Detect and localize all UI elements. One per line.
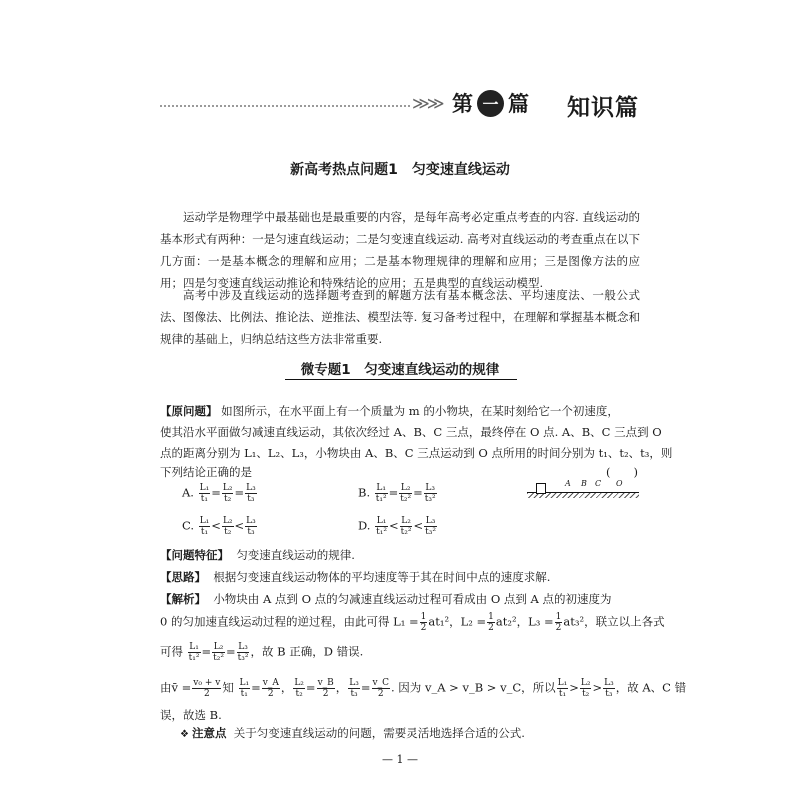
- intro-paragraph-2: 高考中涉及直线运动的选择题考查到的解题方法有基本概念法、平均速度法、一般公式法、图像法、比例法、推论法、逆推法、模型法等. 复习备考过程中，在理解和掌握基本概念和规律的基础上，归纳总结这些方法非常重要.: [160, 288, 640, 346]
- problem-line-3: 点的距离分别为 L₁、L₂、L₃，小物块由 A、B、C 三点运动到 O 点所用的时间分别为 t₁、t₂、t₃，则: [160, 446, 673, 460]
- analysis-line-2: 0 的匀加速直线运动过程的逆过程，由此可得 L₁ = $\frac{1}{2}$ at₁²，L₂ = $\frac{1}{2}$ at₂²，L₃ = $\frac{1}{2}$ at₃²，联立以上各式: [160, 612, 665, 633]
- fraction: $\frac{\text{L₃}}{\text{t₃}}$: [604, 678, 614, 699]
- fraction: $\frac{\text{L₃}}{\text{t₃²}}$: [425, 516, 436, 537]
- header-arrows: ≫≫: [412, 94, 442, 114]
- option-label: D.: [358, 518, 371, 533]
- point-c-label: C: [595, 479, 602, 488]
- problem-line-1: [160, 402, 619, 420]
- fraction: $\frac{\text{L₁}}{\text{t₁²}}$: [188, 642, 200, 663]
- fraction: $\frac{\text{L₃}}{\text{t₃}}$: [349, 678, 359, 699]
- fraction: $\frac{\text{L₃}}{\text{t₃²}}$: [424, 483, 436, 504]
- option-c: C. $\frac{\text{L₁}}{\text{t₁}}$ < $\frac{\text{L₂}}{\text{t₂}}$ < $\frac{\text{L₃}}{\text{t₃}}$: [182, 516, 256, 537]
- approach-line: [160, 568, 550, 586]
- part-label-suffix: 篇: [508, 92, 529, 116]
- option-label: B.: [358, 485, 371, 500]
- page-number: — 1 —: [382, 753, 418, 766]
- point-b-label: B: [581, 479, 587, 488]
- feature-line: [160, 546, 355, 564]
- problem-tag: 【原问题】: [160, 404, 218, 418]
- feature-text: 匀变速直线运动的规律.: [236, 548, 355, 562]
- problem-line-2: 使其沿水平面做匀减速直线运动，其依次经过 A、B、C 三点，最终停在 O 点. A、B、C 三点到 O: [160, 425, 662, 439]
- intro-paragraph-1: 运动学是物理学中最基础也是最重要的内容，是每年高考必定重点考查的内容. 直线运动的基本形式有两种：一是匀速直线运动；二是匀变速直线运动. 高考对直线运动的考查重点在以下几方面：一是基本概念的理解和应用；二是基本物理规律的理解和应用；三是图像方法的应用；四是匀变速直线运动推论和特殊结论的应用；五是典型的直线运动模型.: [160, 210, 640, 290]
- problem-line-4: 下列结论正确的是: [160, 465, 252, 479]
- fraction: $\frac{\text{v₀ + v}}{2}$: [193, 678, 221, 699]
- fraction: $\frac{\text{L₁}}{\text{t₁}}$: [557, 678, 568, 699]
- fraction: $\frac{1}{2}$: [555, 612, 562, 633]
- analysis-tag: 【解析】: [160, 592, 206, 606]
- note-line: [180, 724, 525, 744]
- fraction: $\frac{\text{L₁}}{\text{t₁²}}$: [376, 516, 387, 537]
- analysis-line-5: 误，故选 B.: [160, 708, 222, 722]
- fraction: $\frac{\text{L₂}}{\text{t₂}}$: [222, 516, 233, 537]
- option-b: B. $\frac{\text{L₁}}{\text{t₁²}}$ = $\frac{\text{L₂}}{\text{t₂²}}$ = $\frac{\text{L₃}}{\text{t₃²}}$: [358, 483, 436, 504]
- header-dotted-rule: [160, 105, 410, 107]
- fraction: $\frac{\text{L₃}}{\text{t₃}}$: [246, 483, 256, 504]
- section-title: 新高考热点问题1 匀变速直线运动: [290, 162, 510, 178]
- part-label: [452, 88, 529, 118]
- part-number-circle: 一: [477, 90, 504, 117]
- fraction: $\frac{\text{L₂}}{\text{t₂²}}$: [400, 516, 412, 537]
- subtopic-underline: [285, 379, 517, 380]
- feature-tag: 【问题特征】: [160, 548, 229, 562]
- fraction: $\frac{\text{L₁}}{\text{t₁}}$: [199, 483, 210, 504]
- answer-paren: ( ): [606, 465, 638, 479]
- analysis-line-3: 可得 $\frac{\text{L₁}}{\text{t₁²}}$ = $\frac{\text{L₂}}{\text{t₂²}}$ = $\frac{\text{L₃}}{\text{t₃²}}$ ，故 B 正确，D 错误.: [160, 642, 364, 663]
- fraction: $\frac{\text{L₂}}{\text{t₂}}$: [222, 483, 233, 504]
- part-title: 知识篇: [567, 95, 639, 121]
- fraction: $\frac{1}{2}$: [420, 612, 427, 633]
- approach-text: 根据匀变速直线运动物体的平均速度等于其在时间中点的速度求解.: [213, 570, 551, 584]
- part-label-prefix: 第: [452, 92, 473, 116]
- analysis-text-1: 小物块由 A 点到 O 点的匀减速直线运动过程可看成由 O 点到 A 点的初速度为: [213, 592, 612, 606]
- fraction: $\frac{v\_C}{2}$: [372, 678, 389, 699]
- fraction: $\frac{v\_B}{2}$: [317, 678, 334, 699]
- option-label: A.: [182, 485, 194, 500]
- analysis-line-4: 由v̄ = $\frac{\text{v₀ + v}}{2}$ 知 $\frac{\text{L₁}}{\text{t₁}}$ = $\frac{v\_A}{2}$ ， $\frac{\text{L₂}}{\text{t₂}}$ = $\frac{v\_B}{2}$ ， $\frac{\text{L₃}}{\text{t₃}}$ = $\frac{v\_C}{2}$ . 因为 v_A > v_B > v_C，所以 $\frac{\text{L₁}}{\text{t₁}}$ > $\frac{\text{L₂}}{\text{t₂}}$ > $\frac{\text{L₃}}{\text{t₃}}$ ，故 A、C 错: [160, 678, 687, 699]
- motion-diagram: [527, 479, 642, 500]
- block-icon: [536, 483, 546, 494]
- fraction: $\frac{\text{L₂}}{\text{t₂}}$: [294, 678, 304, 699]
- fraction: $\frac{\text{L₂}}{\text{t₂²}}$: [213, 642, 224, 663]
- fraction: $\frac{\text{L₁}}{\text{t₁}}$: [199, 516, 210, 537]
- fraction: $\frac{\text{L₃}}{\text{t₃}}$: [246, 516, 256, 537]
- subtopic-title: 微专题1 匀变速直线运动的规律: [300, 362, 500, 378]
- fraction: $\frac{\text{L₁}}{\text{t₁²}}$: [375, 483, 387, 504]
- analysis-line-1: [160, 590, 612, 608]
- note-tag: 注意点: [191, 726, 227, 740]
- fraction: $\frac{1}{2}$: [488, 612, 494, 633]
- point-a-label: A: [565, 479, 571, 488]
- approach-tag: 【思路】: [160, 570, 206, 584]
- fraction: $\frac{\text{L₁}}{\text{t₁}}$: [239, 678, 250, 699]
- diamond-icon: ❖: [180, 729, 189, 740]
- option-a: A. $\frac{\text{L₁}}{\text{t₁}}$ = $\frac{\text{L₂}}{\text{t₂}}$ = $\frac{\text{L₃}}{\text{t₃}}$: [182, 483, 256, 504]
- fraction: $\frac{\text{L₂}}{\text{t₂}}$: [580, 678, 591, 699]
- problem-text-1: 如图所示，在水平面上有一个质量为 m 的小物块，在某时刻给它一个初速度，: [221, 404, 619, 418]
- point-o-label: O: [616, 479, 623, 488]
- fraction: $\frac{\text{L₃}}{\text{t₃²}}$: [237, 642, 249, 663]
- option-label: C.: [182, 518, 195, 533]
- option-d: D. $\frac{\text{L₁}}{\text{t₁²}}$ < $\frac{\text{L₂}}{\text{t₂²}}$ < $\frac{\text{L₃}}{\text{t₃²}}$: [358, 516, 436, 537]
- fraction: $\frac{\text{L₂}}{\text{t₂²}}$: [400, 483, 412, 504]
- note-text: 关于匀变速直线运动的问题，需要灵活地选择合适的公式.: [233, 726, 525, 740]
- fraction: $\frac{v\_A}{2}$: [262, 678, 279, 699]
